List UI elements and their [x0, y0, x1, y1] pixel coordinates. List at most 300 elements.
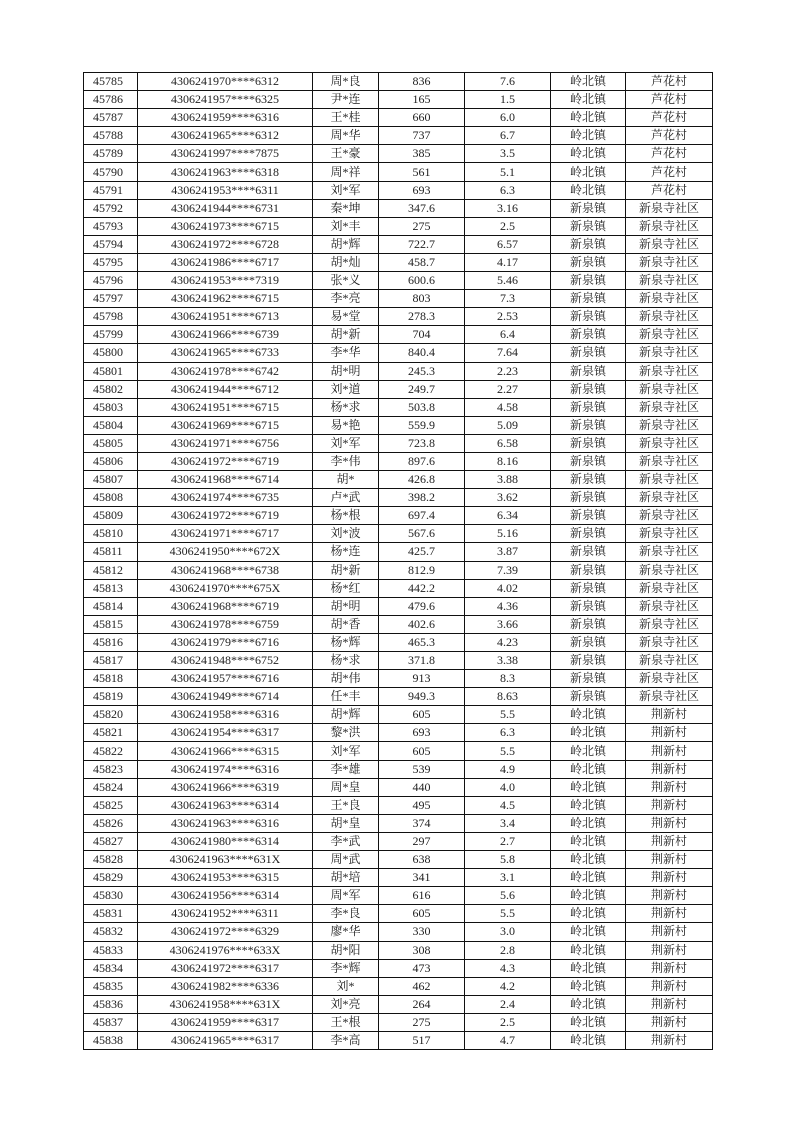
name-cell: 胡*辉 [313, 706, 379, 724]
table-row [84, 851, 713, 869]
table-row [84, 235, 713, 253]
town-cell: 新泉镇 [551, 507, 626, 525]
amount-cell: 812.9 [379, 561, 465, 579]
village-cell: 荆新村 [626, 941, 713, 959]
table-row [84, 272, 713, 290]
amount-cell: 517 [379, 1031, 465, 1049]
town-cell: 岭北镇 [551, 814, 626, 832]
row-number-cell: 45822 [84, 742, 138, 760]
town-cell: 岭北镇 [551, 724, 626, 742]
table-row [84, 869, 713, 887]
village-cell: 荆新村 [626, 1031, 713, 1049]
name-cell: 李*辉 [313, 959, 379, 977]
id-number-cell: 4306241965****6312 [138, 127, 313, 145]
row-number-cell: 45797 [84, 290, 138, 308]
town-cell: 新泉镇 [551, 380, 626, 398]
amount-cell: 341 [379, 869, 465, 887]
id-number-cell: 4306241962****6715 [138, 290, 313, 308]
row-number-cell: 45805 [84, 434, 138, 452]
row-number-cell: 45811 [84, 543, 138, 561]
amount-cell: 567.6 [379, 525, 465, 543]
value-cell: 4.5 [465, 796, 551, 814]
value-cell: 2.23 [465, 362, 551, 380]
amount-cell: 913 [379, 670, 465, 688]
row-number-cell: 45793 [84, 217, 138, 235]
table-row [84, 995, 713, 1013]
village-cell: 荆新村 [626, 1013, 713, 1031]
village-cell: 芦花村 [626, 181, 713, 199]
row-number-cell: 45835 [84, 977, 138, 995]
town-cell: 岭北镇 [551, 778, 626, 796]
id-number-cell: 4306241953****6311 [138, 181, 313, 199]
name-cell: 李*高 [313, 1031, 379, 1049]
amount-cell: 425.7 [379, 543, 465, 561]
id-number-cell: 4306241968****6738 [138, 561, 313, 579]
village-cell: 芦花村 [626, 73, 713, 91]
id-number-cell: 4306241951****6713 [138, 308, 313, 326]
table-row [84, 778, 713, 796]
table-row [84, 380, 713, 398]
village-cell: 荆新村 [626, 832, 713, 850]
id-number-cell: 4306241971****6756 [138, 434, 313, 452]
village-cell: 芦花村 [626, 91, 713, 109]
id-number-cell: 4306241997****7875 [138, 145, 313, 163]
village-cell: 新泉寺社区 [626, 308, 713, 326]
town-cell: 岭北镇 [551, 1013, 626, 1031]
town-cell: 新泉镇 [551, 326, 626, 344]
id-number-cell: 4306241969****6715 [138, 416, 313, 434]
village-cell: 新泉寺社区 [626, 235, 713, 253]
amount-cell: 473 [379, 959, 465, 977]
town-cell: 新泉镇 [551, 344, 626, 362]
name-cell: 周*华 [313, 127, 379, 145]
name-cell: 张*义 [313, 272, 379, 290]
table-row [84, 670, 713, 688]
amount-cell: 165 [379, 91, 465, 109]
town-cell: 新泉镇 [551, 489, 626, 507]
value-cell: 4.7 [465, 1031, 551, 1049]
village-cell: 新泉寺社区 [626, 434, 713, 452]
value-cell: 3.87 [465, 543, 551, 561]
row-number-cell: 45807 [84, 471, 138, 489]
name-cell: 刘* [313, 977, 379, 995]
value-cell: 4.3 [465, 959, 551, 977]
village-cell: 新泉寺社区 [626, 507, 713, 525]
village-cell: 新泉寺社区 [626, 561, 713, 579]
village-cell: 新泉寺社区 [626, 670, 713, 688]
village-cell: 新泉寺社区 [626, 272, 713, 290]
value-cell: 6.58 [465, 434, 551, 452]
amount-cell: 660 [379, 109, 465, 127]
id-number-cell: 4306241959****6317 [138, 1013, 313, 1031]
row-number-cell: 45795 [84, 253, 138, 271]
id-number-cell: 4306241963****631X [138, 851, 313, 869]
table-row [84, 290, 713, 308]
town-cell: 岭北镇 [551, 941, 626, 959]
amount-cell: 330 [379, 923, 465, 941]
value-cell: 5.16 [465, 525, 551, 543]
row-number-cell: 45788 [84, 127, 138, 145]
table-row [84, 760, 713, 778]
table-row [84, 434, 713, 452]
town-cell: 新泉镇 [551, 633, 626, 651]
town-cell: 岭北镇 [551, 706, 626, 724]
town-cell: 岭北镇 [551, 145, 626, 163]
town-cell: 岭北镇 [551, 995, 626, 1013]
town-cell: 新泉镇 [551, 670, 626, 688]
village-cell: 新泉寺社区 [626, 688, 713, 706]
village-cell: 荆新村 [626, 977, 713, 995]
table-row [84, 362, 713, 380]
amount-cell: 616 [379, 887, 465, 905]
town-cell: 新泉镇 [551, 398, 626, 416]
amount-cell: 440 [379, 778, 465, 796]
town-cell: 新泉镇 [551, 561, 626, 579]
id-number-cell: 4306241966****6739 [138, 326, 313, 344]
town-cell: 岭北镇 [551, 91, 626, 109]
id-number-cell: 4306241944****6731 [138, 199, 313, 217]
value-cell: 4.58 [465, 398, 551, 416]
town-cell: 岭北镇 [551, 796, 626, 814]
amount-cell: 347.6 [379, 199, 465, 217]
value-cell: 5.09 [465, 416, 551, 434]
village-cell: 荆新村 [626, 760, 713, 778]
amount-cell: 737 [379, 127, 465, 145]
row-number-cell: 45809 [84, 507, 138, 525]
row-number-cell: 45837 [84, 1013, 138, 1031]
value-cell: 2.4 [465, 995, 551, 1013]
id-number-cell: 4306241978****6742 [138, 362, 313, 380]
table-row [84, 941, 713, 959]
id-number-cell: 4306241951****6715 [138, 398, 313, 416]
name-cell: 胡*香 [313, 615, 379, 633]
table-row [84, 109, 713, 127]
amount-cell: 479.6 [379, 597, 465, 615]
row-number-cell: 45836 [84, 995, 138, 1013]
id-number-cell: 4306241974****6735 [138, 489, 313, 507]
value-cell: 5.1 [465, 163, 551, 181]
table-row [84, 145, 713, 163]
value-cell: 2.53 [465, 308, 551, 326]
name-cell: 杨*根 [313, 507, 379, 525]
village-cell: 新泉寺社区 [626, 471, 713, 489]
name-cell: 王*桂 [313, 109, 379, 127]
value-cell: 2.5 [465, 217, 551, 235]
table-row [84, 615, 713, 633]
row-number-cell: 45827 [84, 832, 138, 850]
name-cell: 周*良 [313, 73, 379, 91]
village-cell: 新泉寺社区 [626, 489, 713, 507]
value-cell: 3.0 [465, 923, 551, 941]
town-cell: 岭北镇 [551, 869, 626, 887]
id-number-cell: 4306241966****6315 [138, 742, 313, 760]
village-cell: 新泉寺社区 [626, 380, 713, 398]
name-cell: 杨*辉 [313, 633, 379, 651]
village-cell: 荆新村 [626, 887, 713, 905]
table-row [84, 688, 713, 706]
town-cell: 岭北镇 [551, 832, 626, 850]
amount-cell: 374 [379, 814, 465, 832]
value-cell: 8.63 [465, 688, 551, 706]
name-cell: 易*堂 [313, 308, 379, 326]
row-number-cell: 45817 [84, 652, 138, 670]
value-cell: 3.1 [465, 869, 551, 887]
amount-cell: 426.8 [379, 471, 465, 489]
id-number-cell: 4306241952****6311 [138, 905, 313, 923]
town-cell: 岭北镇 [551, 851, 626, 869]
town-cell: 岭北镇 [551, 742, 626, 760]
value-cell: 8.3 [465, 670, 551, 688]
value-cell: 4.23 [465, 633, 551, 651]
value-cell: 7.64 [465, 344, 551, 362]
id-number-cell: 4306241965****6317 [138, 1031, 313, 1049]
town-cell: 新泉镇 [551, 253, 626, 271]
id-number-cell: 4306241963****6316 [138, 814, 313, 832]
town-cell: 新泉镇 [551, 308, 626, 326]
village-cell: 新泉寺社区 [626, 597, 713, 615]
value-cell: 5.6 [465, 887, 551, 905]
name-cell: 刘*军 [313, 742, 379, 760]
table-row [84, 127, 713, 145]
table-row [84, 416, 713, 434]
amount-cell: 275 [379, 217, 465, 235]
value-cell: 6.34 [465, 507, 551, 525]
id-number-cell: 4306241978****6759 [138, 615, 313, 633]
value-cell: 2.8 [465, 941, 551, 959]
town-cell: 岭北镇 [551, 923, 626, 941]
amount-cell: 495 [379, 796, 465, 814]
village-cell: 新泉寺社区 [626, 326, 713, 344]
village-cell: 新泉寺社区 [626, 362, 713, 380]
table-row [84, 796, 713, 814]
village-cell: 荆新村 [626, 706, 713, 724]
table-row [84, 471, 713, 489]
amount-cell: 458.7 [379, 253, 465, 271]
name-cell: 周*武 [313, 851, 379, 869]
id-number-cell: 4306241957****6325 [138, 91, 313, 109]
row-number-cell: 45816 [84, 633, 138, 651]
value-cell: 7.3 [465, 290, 551, 308]
amount-cell: 697.4 [379, 507, 465, 525]
amount-cell: 385 [379, 145, 465, 163]
village-cell: 荆新村 [626, 995, 713, 1013]
amount-cell: 693 [379, 724, 465, 742]
value-cell: 4.2 [465, 977, 551, 995]
town-cell: 新泉镇 [551, 217, 626, 235]
value-cell: 3.38 [465, 652, 551, 670]
table-row [84, 887, 713, 905]
table-row [84, 923, 713, 941]
id-number-cell: 4306241953****7319 [138, 272, 313, 290]
id-number-cell: 4306241986****6717 [138, 253, 313, 271]
value-cell: 7.6 [465, 73, 551, 91]
row-number-cell: 45821 [84, 724, 138, 742]
value-cell: 5.8 [465, 851, 551, 869]
town-cell: 新泉镇 [551, 235, 626, 253]
village-cell: 荆新村 [626, 814, 713, 832]
amount-cell: 605 [379, 905, 465, 923]
village-cell: 新泉寺社区 [626, 652, 713, 670]
town-cell: 新泉镇 [551, 597, 626, 615]
amount-cell: 442.2 [379, 579, 465, 597]
village-cell: 新泉寺社区 [626, 290, 713, 308]
value-cell: 3.16 [465, 199, 551, 217]
village-cell: 新泉寺社区 [626, 199, 713, 217]
row-number-cell: 45815 [84, 615, 138, 633]
table-row [84, 326, 713, 344]
table-row [84, 308, 713, 326]
table-row [84, 561, 713, 579]
id-number-cell: 4306241948****6752 [138, 652, 313, 670]
id-number-cell: 4306241976****633X [138, 941, 313, 959]
town-cell: 岭北镇 [551, 905, 626, 923]
town-cell: 新泉镇 [551, 525, 626, 543]
row-number-cell: 45801 [84, 362, 138, 380]
table-row [84, 507, 713, 525]
town-cell: 新泉镇 [551, 362, 626, 380]
village-cell: 荆新村 [626, 796, 713, 814]
id-number-cell: 4306241954****6317 [138, 724, 313, 742]
name-cell: 李*华 [313, 344, 379, 362]
town-cell: 岭北镇 [551, 73, 626, 91]
name-cell: 卢*武 [313, 489, 379, 507]
row-number-cell: 45831 [84, 905, 138, 923]
village-cell: 芦花村 [626, 163, 713, 181]
amount-cell: 297 [379, 832, 465, 850]
id-number-cell: 4306241963****6314 [138, 796, 313, 814]
id-number-cell: 4306241963****6318 [138, 163, 313, 181]
town-cell: 岭北镇 [551, 977, 626, 995]
table-row [84, 959, 713, 977]
amount-cell: 803 [379, 290, 465, 308]
amount-cell: 897.6 [379, 452, 465, 470]
name-cell: 刘*波 [313, 525, 379, 543]
village-cell: 新泉寺社区 [626, 344, 713, 362]
amount-cell: 693 [379, 181, 465, 199]
id-number-cell: 4306241953****6315 [138, 869, 313, 887]
row-number-cell: 45786 [84, 91, 138, 109]
name-cell: 胡*阳 [313, 941, 379, 959]
name-cell: 李*良 [313, 905, 379, 923]
row-number-cell: 45785 [84, 73, 138, 91]
name-cell: 胡* [313, 471, 379, 489]
town-cell: 岭北镇 [551, 181, 626, 199]
id-number-cell: 4306241958****6316 [138, 706, 313, 724]
name-cell: 黎*洪 [313, 724, 379, 742]
id-number-cell: 4306241959****6316 [138, 109, 313, 127]
name-cell: 任*丰 [313, 688, 379, 706]
amount-cell: 465.3 [379, 633, 465, 651]
table-row [84, 253, 713, 271]
village-cell: 芦花村 [626, 109, 713, 127]
id-number-cell: 4306241966****6319 [138, 778, 313, 796]
town-cell: 新泉镇 [551, 290, 626, 308]
town-cell: 岭北镇 [551, 127, 626, 145]
name-cell: 易*艳 [313, 416, 379, 434]
town-cell: 新泉镇 [551, 452, 626, 470]
id-number-cell: 4306241973****6715 [138, 217, 313, 235]
name-cell: 李*武 [313, 832, 379, 850]
table-row [84, 163, 713, 181]
value-cell: 8.16 [465, 452, 551, 470]
amount-cell: 503.8 [379, 398, 465, 416]
table-row [84, 73, 713, 91]
id-number-cell: 4306241974****6316 [138, 760, 313, 778]
value-cell: 6.0 [465, 109, 551, 127]
table-row [84, 597, 713, 615]
value-cell: 6.57 [465, 235, 551, 253]
table-row [84, 633, 713, 651]
row-number-cell: 45824 [84, 778, 138, 796]
id-number-cell: 4306241979****6716 [138, 633, 313, 651]
name-cell: 胡*伟 [313, 670, 379, 688]
row-number-cell: 45789 [84, 145, 138, 163]
table-row [84, 652, 713, 670]
id-number-cell: 4306241956****6314 [138, 887, 313, 905]
village-cell: 荆新村 [626, 959, 713, 977]
name-cell: 胡*新 [313, 561, 379, 579]
town-cell: 新泉镇 [551, 688, 626, 706]
name-cell: 胡*皇 [313, 814, 379, 832]
amount-cell: 264 [379, 995, 465, 1013]
table-row [84, 91, 713, 109]
town-cell: 岭北镇 [551, 959, 626, 977]
town-cell: 新泉镇 [551, 579, 626, 597]
amount-cell: 949.3 [379, 688, 465, 706]
village-cell: 荆新村 [626, 724, 713, 742]
name-cell: 刘*亮 [313, 995, 379, 1013]
name-cell: 尹*连 [313, 91, 379, 109]
name-cell: 刘*军 [313, 181, 379, 199]
id-number-cell: 4306241944****6712 [138, 380, 313, 398]
name-cell: 秦*坤 [313, 199, 379, 217]
table-row [84, 1013, 713, 1031]
amount-cell: 559.9 [379, 416, 465, 434]
row-number-cell: 45838 [84, 1031, 138, 1049]
amount-cell: 278.3 [379, 308, 465, 326]
village-cell: 荆新村 [626, 851, 713, 869]
name-cell: 廖*华 [313, 923, 379, 941]
row-number-cell: 45829 [84, 869, 138, 887]
value-cell: 6.3 [465, 181, 551, 199]
value-cell: 4.17 [465, 253, 551, 271]
row-number-cell: 45798 [84, 308, 138, 326]
amount-cell: 561 [379, 163, 465, 181]
table-row [84, 742, 713, 760]
value-cell: 4.02 [465, 579, 551, 597]
table-row [84, 217, 713, 235]
id-number-cell: 4306241972****6719 [138, 507, 313, 525]
village-cell: 新泉寺社区 [626, 217, 713, 235]
village-cell: 芦花村 [626, 145, 713, 163]
row-number-cell: 45813 [84, 579, 138, 597]
town-cell: 岭北镇 [551, 109, 626, 127]
village-cell: 新泉寺社区 [626, 525, 713, 543]
town-cell: 新泉镇 [551, 471, 626, 489]
town-cell: 新泉镇 [551, 615, 626, 633]
name-cell: 刘*道 [313, 380, 379, 398]
id-number-cell: 4306241968****6714 [138, 471, 313, 489]
amount-cell: 398.2 [379, 489, 465, 507]
id-number-cell: 4306241980****6314 [138, 832, 313, 850]
value-cell: 4.36 [465, 597, 551, 615]
table-row [84, 398, 713, 416]
id-number-cell: 4306241957****6716 [138, 670, 313, 688]
id-number-cell: 4306241958****631X [138, 995, 313, 1013]
row-number-cell: 45830 [84, 887, 138, 905]
table-row [84, 344, 713, 362]
value-cell: 4.9 [465, 760, 551, 778]
